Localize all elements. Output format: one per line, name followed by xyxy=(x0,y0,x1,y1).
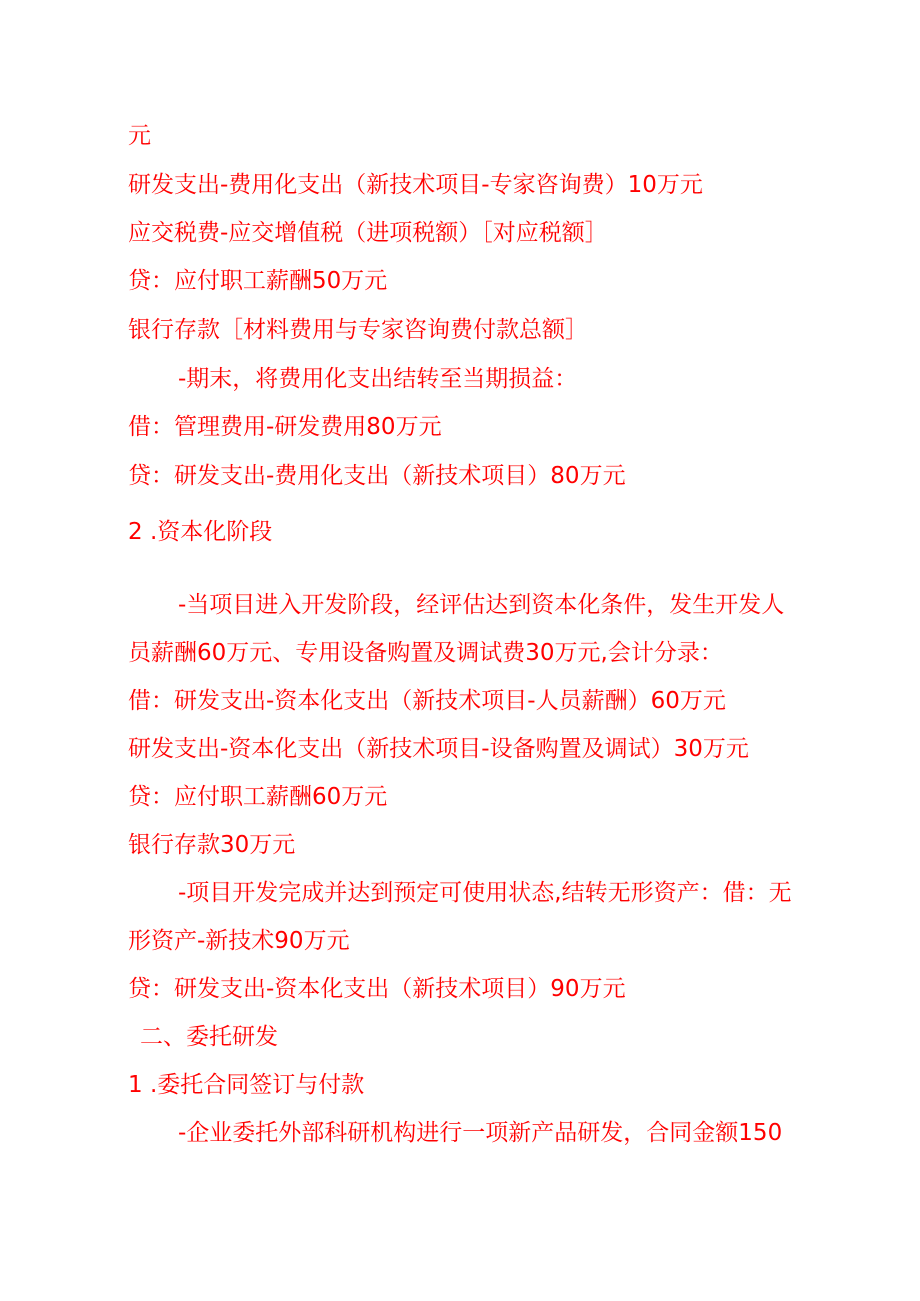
entry-line-input-vat: 应交税费-应交增值税（进项税额）［对应税额］ xyxy=(128,220,608,246)
entry-line-bank-30: 银行存款30万元 xyxy=(128,832,296,858)
entry-line-debit-admin-expense: 借：管理费用-研发费用80万元 xyxy=(128,414,442,440)
paragraph-project-complete-cont: 形资产-新技术90万元 xyxy=(128,928,350,954)
paragraph-development-stage: -当项目进入开发阶段，经评估达到资本化条件，发生开发人 xyxy=(178,592,785,618)
entry-line-credit-capitalized: 贷：研发支出-资本化支出（新技术项目）90万元 xyxy=(128,976,626,1002)
text-line-continuation: 元 xyxy=(128,123,151,149)
paragraph-period-end: -期末，将费用化支出结转至当期损益： xyxy=(178,366,578,392)
section-heading-commissioned-rd: 二、委托研发 xyxy=(140,1024,278,1050)
entry-line-credit-salary: 贷：应付职工薪酬50万元 xyxy=(128,268,388,294)
paragraph-development-stage-cont: 员薪酬60万元、专用设备购置及调试费30万元,会计分录： xyxy=(128,640,723,666)
section-heading-capitalization: 2 .资本化阶段 xyxy=(128,519,273,545)
entry-line-credit-expensed: 贷：研发支出-费用化支出（新技术项目）80万元 xyxy=(128,463,626,489)
paragraph-commissioned-contract: -企业委托外部科研机构进行一项新产品研发，合同金额150 xyxy=(178,1120,783,1146)
paragraph-project-complete: -项目开发完成并达到预定可使用状态,结转无形资产：借：无 xyxy=(178,880,792,906)
entry-line-equipment: 研发支出-资本化支出（新技术项目-设备购置及调试）30万元 xyxy=(128,736,749,762)
entry-line-debit-personnel: 借：研发支出-资本化支出（新技术项目-人员薪酬）60万元 xyxy=(128,688,726,714)
entry-line-credit-salary-60: 贷：应付职工薪酬60万元 xyxy=(128,784,388,810)
entry-line-bank-deposit: 银行存款［材料费用与专家咨询费付款总额］ xyxy=(128,317,588,343)
subsection-heading-contract: 1 .委托合同签订与付款 xyxy=(128,1072,365,1098)
entry-line-expense-consulting: 研发支出-费用化支出（新技术项目-专家咨询费）10万元 xyxy=(128,172,703,198)
